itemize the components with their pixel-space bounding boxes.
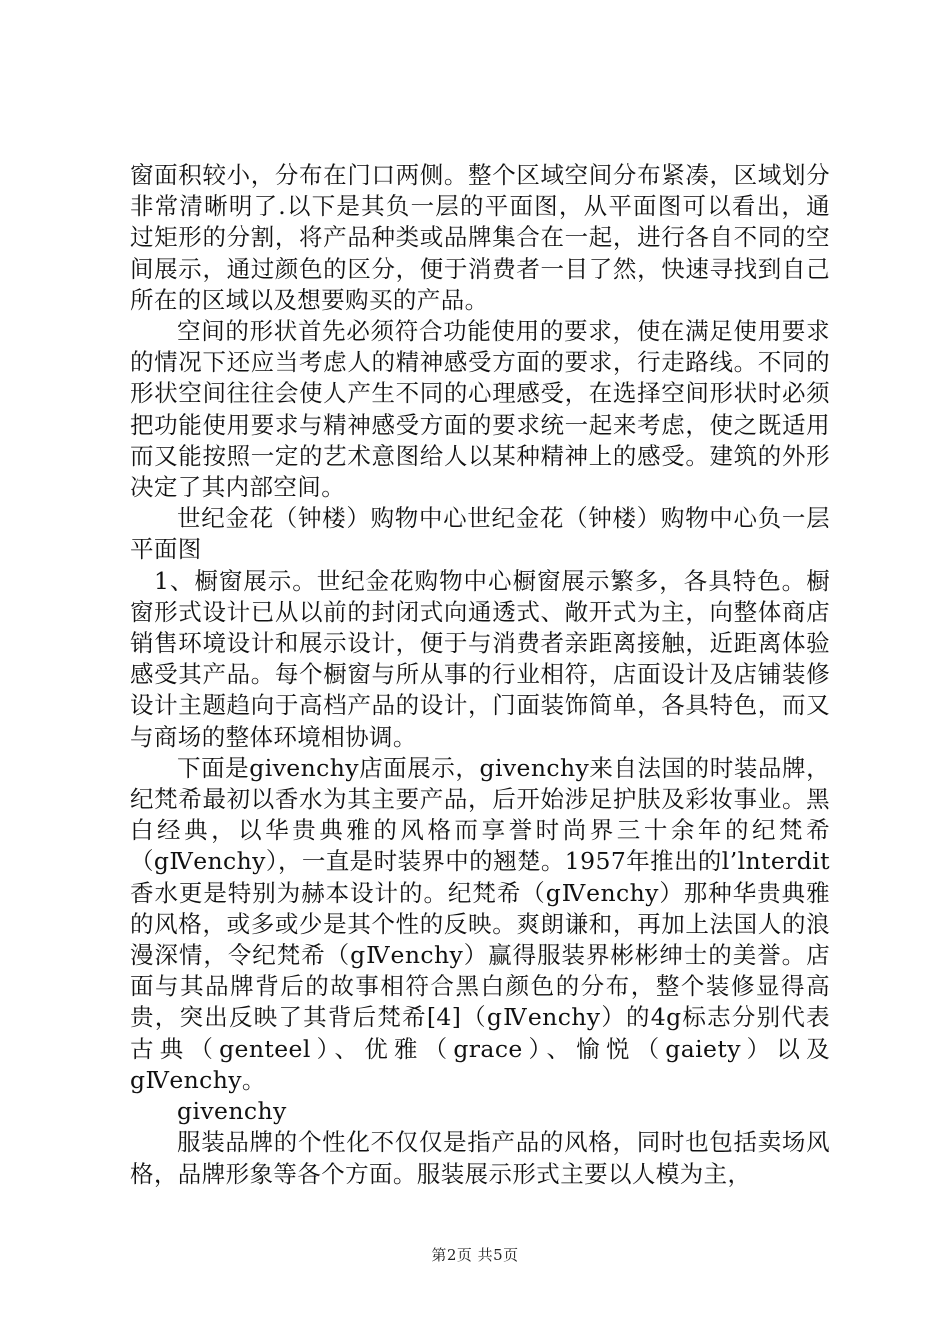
document-body [130,160,830,1190]
paragraph-brand-personality: 服装品牌的个性化不仅仅是指产品的风格，同时也包括卖场风格，品牌形象等各个方面。服装展示形式主要以人模为主， [130,1128,830,1188]
paragraph-window-display: 1、橱窗展示。世纪金花购物中心橱窗展示繁多，各具特色。橱窗形式设计已从以前的封闭式向通透式、敞开式为主，向整体商店销售环境设计和展示设计，便于与消费者亲距离接触，近距离体验感受其产品。每个橱窗与所从事的行业相符，店面设计及店铺装修设计主题趋向于高档产品的设计，门面装饰简单，各具特色，而又与商场的整体环境相协调。 [130,566,830,751]
paragraph-givenchy-store: 下面是givenchy店面展示，givenchy来自法国的时装品牌，纪梵希最初以香水为其主要产品，后开始涉足护肤及彩妆事业。黑白经典，以华贵典雅的风格而享誉时尚界三十余年的纪梵希（gⅣenchy），一直是时装界中的翘楚。1957年推出的l’lnterdit香水更是特别为赫本设计的。纪梵希（gⅣenchy）那种华贵典雅的风格，或多或少是其个性的反映。爽朗谦和，再加上法国人的浪漫深情，令纪梵希（gⅣenchy）赢得服装界彬彬绅士的美誉。店面与其品牌背后的故事相符合黑白颜色的分布，整个装修显得高贵，突出反映了其背后梵希[4]（gⅣenchy）的4g标志分别代表古典（genteel）、优雅（grace）、愉悦（gaiety）以及gⅣenchy。 [130,753,831,1094]
paragraph-floor-plan-caption: 世纪金花（钟楼）购物中心世纪金花（钟楼）购物中心负一层平面图 [130,504,830,564]
page-number-footer: 第2页 共5页 [431,1246,519,1264]
paragraph-space-shape: 空间的形状首先必须符合功能使用的要求，使在满足使用要求的情况下还应当考虑人的精神感受方面的要求，行走路线。不同的形状空间往往会使人产生不同的心理感受，在选择空间形状时必须把功能使用要求与精神感受方面的要求统一起来考虑，使之既适用而又能按照一定的艺术意图给人以某种精神上的感受。建筑的外形决定了其内部空间。 [130,317,830,502]
paragraph-givenchy-caption: givenchy [177,1097,287,1126]
paragraph-window-area: 窗面积较小，分布在门口两侧。整个区域空间分布紧凑，区域划分非常清晰明了.以下是其负一层的平面图，从平面图可以看出，通过矩形的分割，将产品种类或品牌集合在一起，进行各自不同的空间展示，通过颜色的区分，便于消费者一目了然，快速寻找到自己所在的区域以及想要购买的产品。 [130,161,830,314]
